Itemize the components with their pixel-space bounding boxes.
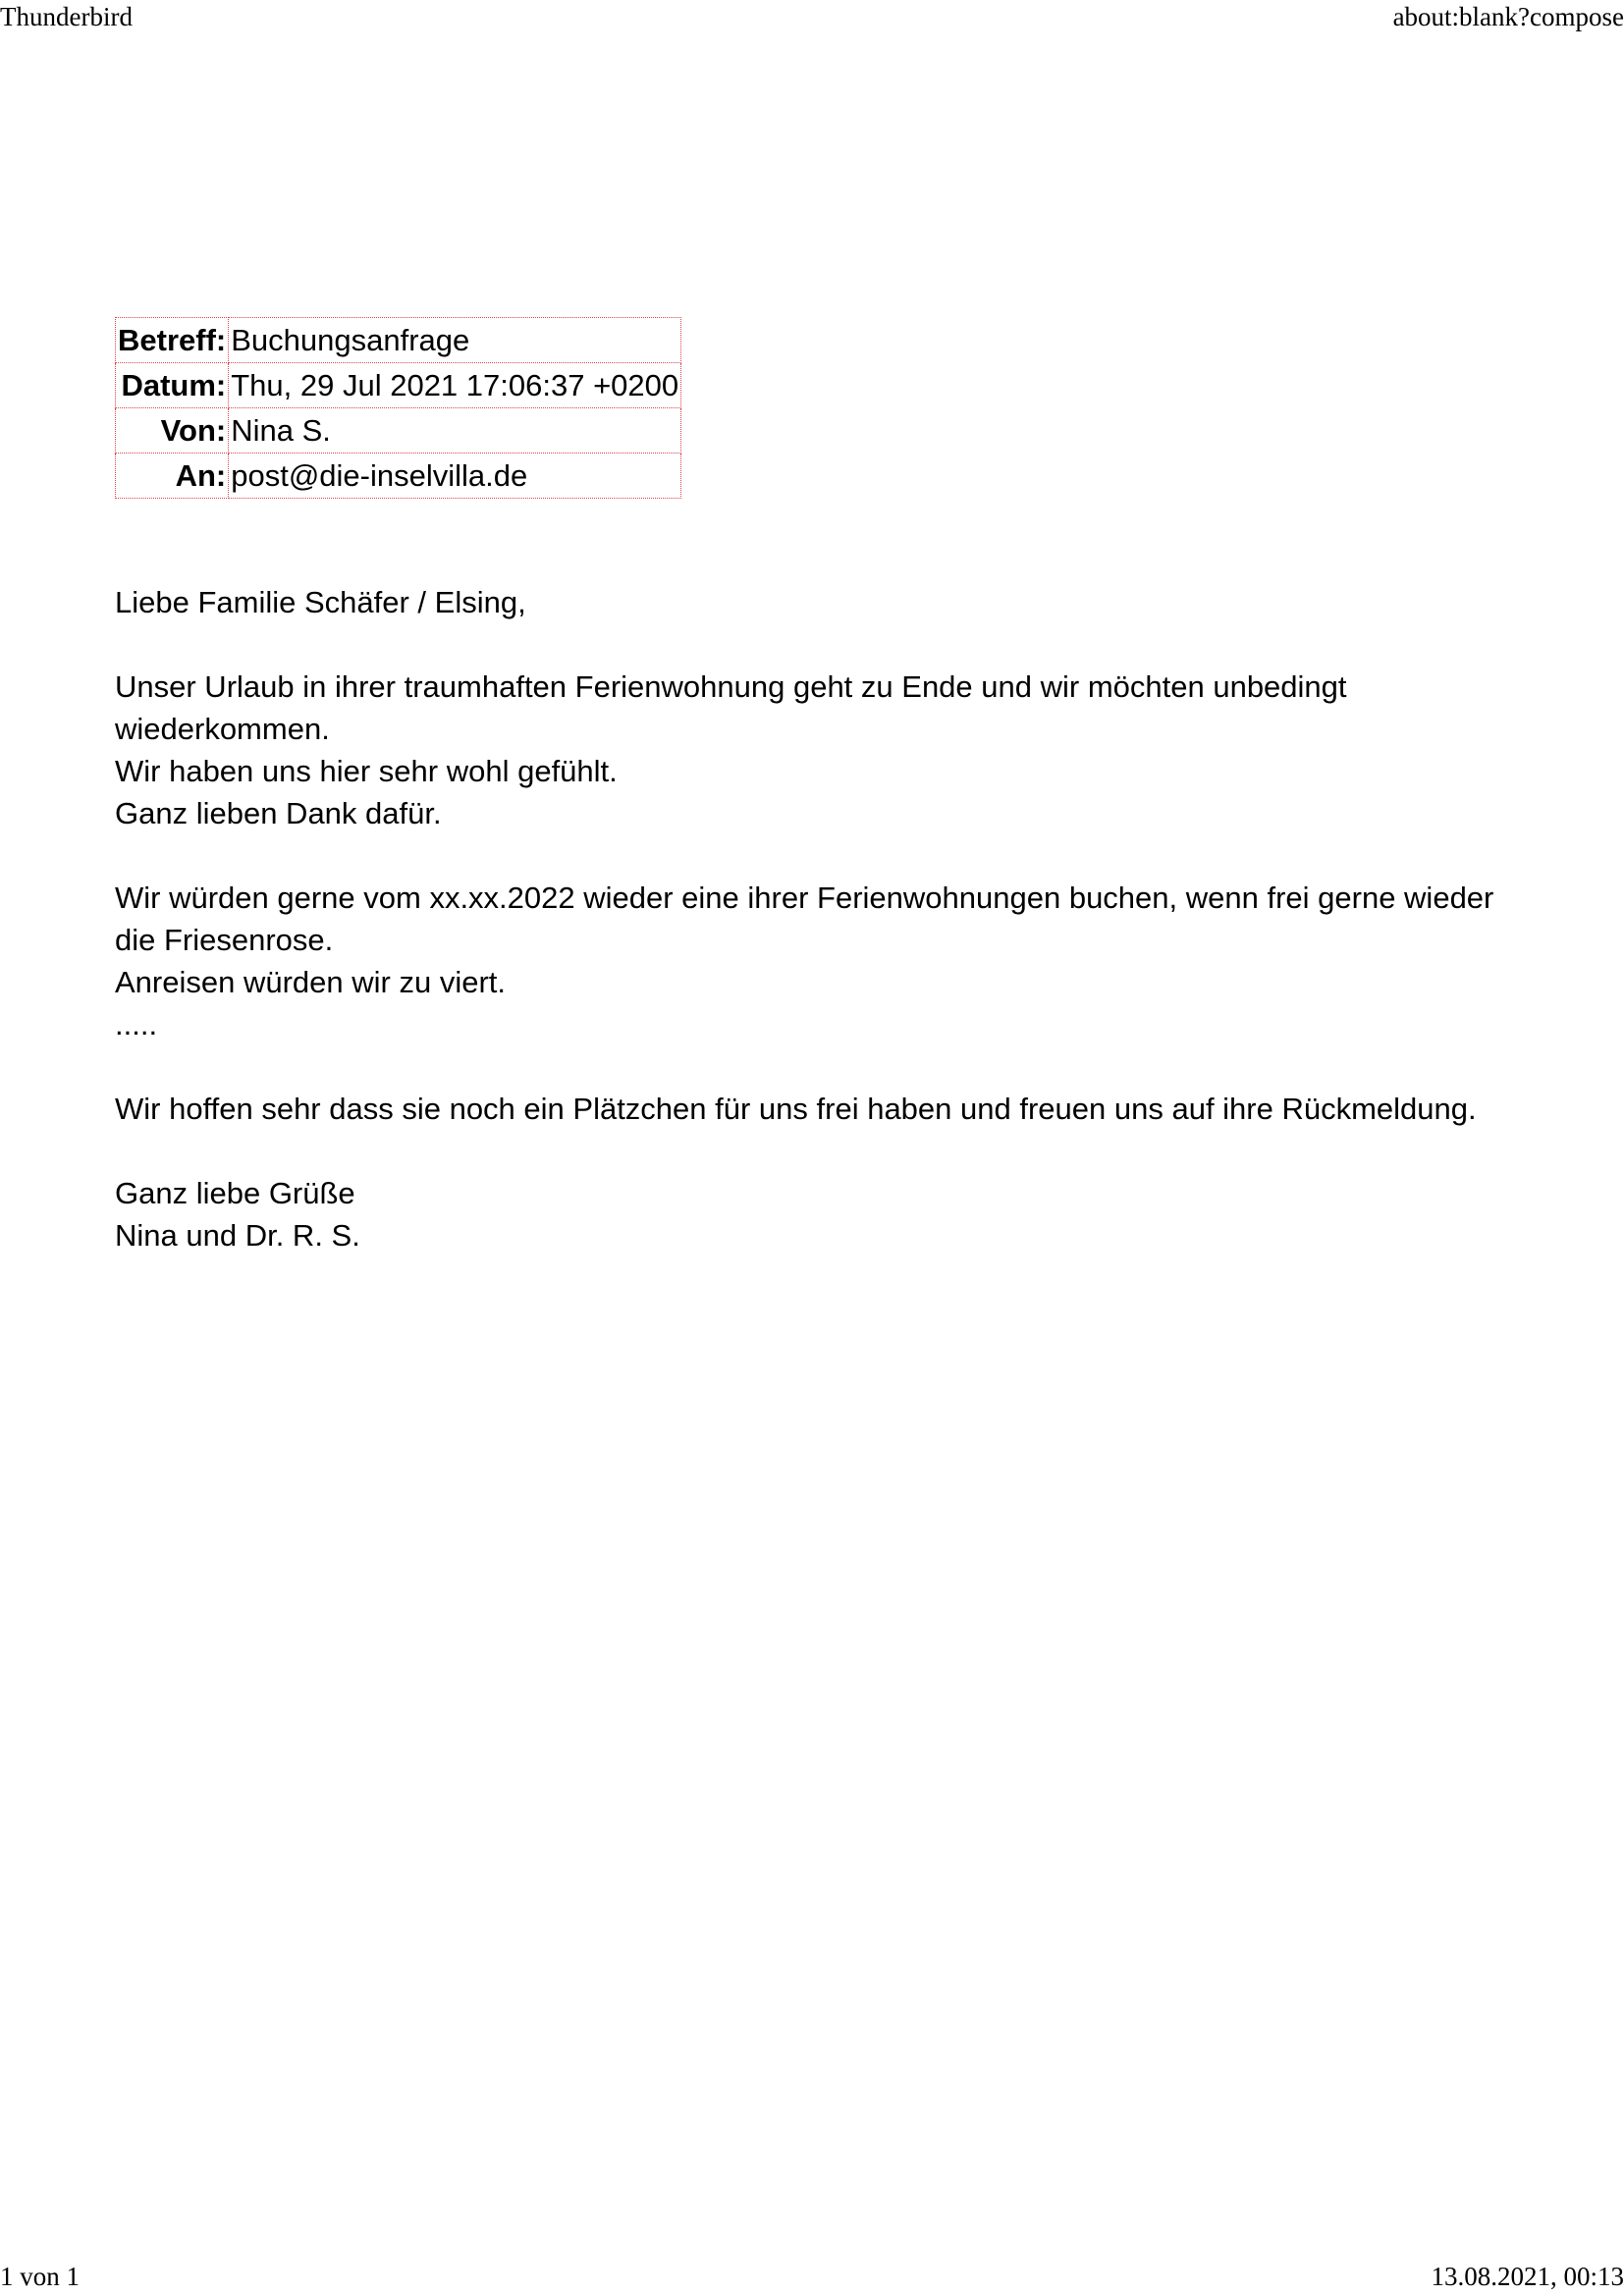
header-label-from: Von: — [116, 408, 229, 454]
message-headers-table — [115, 317, 681, 499]
body-paragraph-1-line-2: Wir haben uns hier sehr wohl gefühlt. — [115, 754, 618, 788]
body-paragraph-2-line-2: Anreisen würden wir zu viert. — [115, 965, 506, 999]
print-header-url: about:blank?compose — [1392, 2, 1624, 31]
body-paragraph-2-line-3: ..... — [115, 1007, 158, 1041]
header-value-from: Nina S. — [229, 408, 681, 454]
header-row-to — [116, 454, 681, 499]
body-closing-line-1: Ganz liebe Grüße — [115, 1176, 355, 1210]
header-row-date — [116, 363, 681, 408]
print-footer-datetime: 13.08.2021, 00:13 — [1431, 2262, 1624, 2291]
print-footer-page-number: 1 von 1 — [0, 2262, 80, 2291]
body-paragraph-1 — [115, 666, 1509, 834]
body-greeting — [115, 581, 1509, 623]
header-value-to: post@die-inselvilla.de — [229, 454, 681, 499]
body-paragraph-2 — [115, 877, 1509, 1045]
body-paragraph-1-line-3: Ganz lieben Dank dafür. — [115, 796, 442, 830]
header-row-from — [116, 408, 681, 454]
body-greeting-line: Liebe Familie Schäfer / Elsing, — [115, 585, 526, 619]
header-label-subject: Betreff: — [116, 318, 229, 363]
body-closing — [115, 1172, 1509, 1256]
body-paragraph-2-line-1: Wir würden gerne vom xx.xx.2022 wieder eine ihrer Ferienwohnungen buchen, wenn frei gerne wieder die Friesenrose. — [115, 881, 1494, 957]
header-row-subject — [116, 318, 681, 363]
message-body — [115, 581, 1509, 1256]
header-label-to: An: — [116, 454, 229, 499]
body-paragraph-3 — [115, 1088, 1509, 1130]
body-paragraph-1-line-1: Unser Urlaub in ihrer traumhaften Ferienwohnung geht zu Ende und wir möchten unbedingt wiederkommen. — [115, 669, 1347, 746]
header-label-date: Datum: — [116, 363, 229, 408]
print-header-app-title: Thunderbird — [0, 2, 133, 31]
body-signature: Nina und Dr. R. S. — [115, 1218, 360, 1253]
header-value-subject: Buchungsanfrage — [229, 318, 681, 363]
body-paragraph-3-line-1: Wir hoffen sehr dass sie noch ein Plätzchen für uns frei haben und freuen uns auf ihre Rückmeldung. — [115, 1092, 1477, 1126]
header-value-date: Thu, 29 Jul 2021 17:06:37 +0200 — [229, 363, 681, 408]
